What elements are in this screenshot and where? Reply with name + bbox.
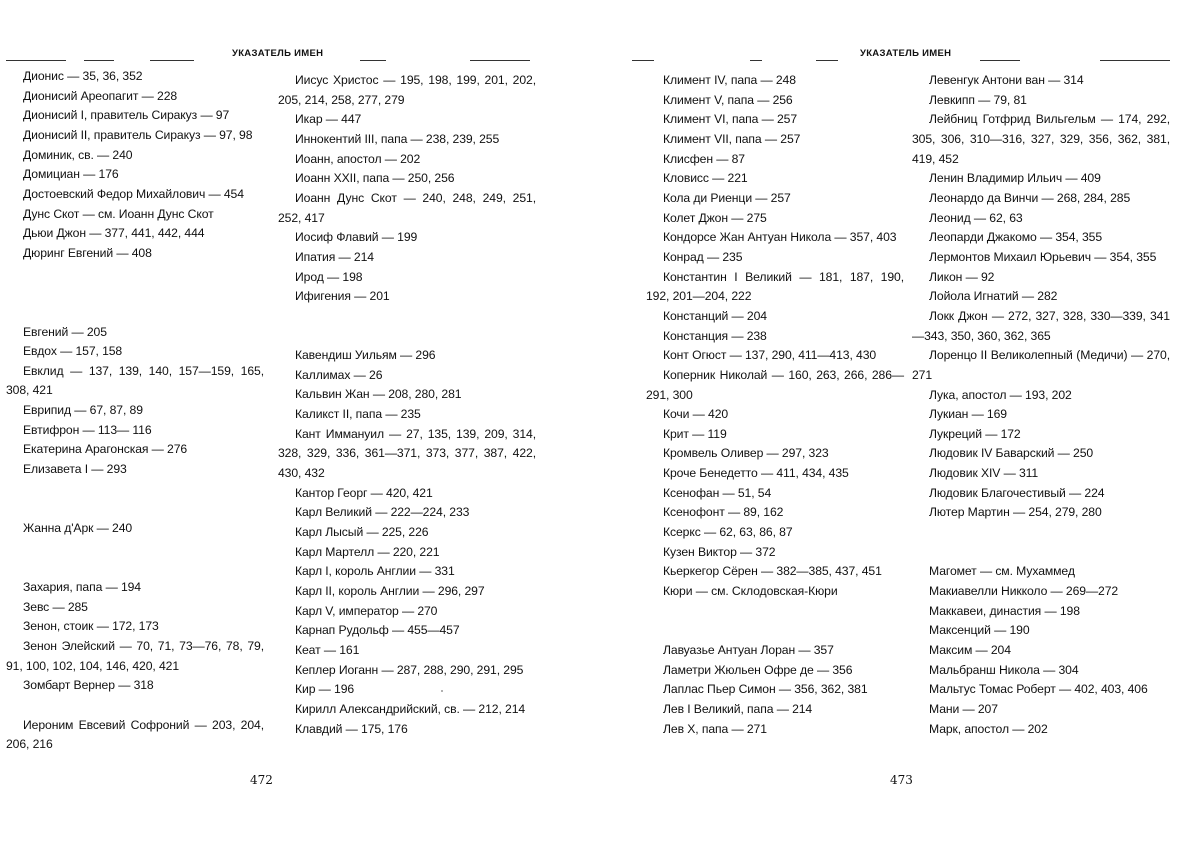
index-entry: Людовик IV Баварский — 250 xyxy=(912,444,1170,464)
index-entry: Дионисий Ареопагит — 228 xyxy=(6,87,264,107)
index-entry: Дунс Скот — см. Иоанн Дунс Скот xyxy=(6,205,264,225)
index-entry: Кола ди Риенци — 257 xyxy=(646,189,904,209)
page-number: 473 xyxy=(890,773,913,787)
index-entry: Лаплас Пьер Симон — 356, 362, 381 xyxy=(646,680,904,700)
index-entry: Ксенофан — 51, 54 xyxy=(646,484,904,504)
index-entry: Леонардо да Винчи — 268, 284, 285 xyxy=(912,189,1170,209)
index-entry: Карл V, император — 270 xyxy=(278,602,536,622)
index-entry: Дьюи Джон — 377, 441, 442, 444 xyxy=(6,224,264,244)
header-rule xyxy=(980,60,1020,61)
index-entry: Кальвин Жан — 208, 280, 281 xyxy=(278,385,536,405)
index-entry: Констанция — 238 xyxy=(646,327,904,347)
index-entry: Иероним Евсевий Софроний — 203, 204, 206, 216 xyxy=(6,716,264,755)
index-entry: Магомет — см. Мухаммед xyxy=(912,562,1170,582)
scan-speck xyxy=(441,690,443,692)
index-entry: Колет Джон — 275 xyxy=(646,209,904,229)
index-entry: Карнап Рудольф — 455—457 xyxy=(278,621,536,641)
running-header: УКАЗАТЕЛЬ ИМЕН xyxy=(232,48,323,59)
index-entry: Кроче Бенедетто — 411, 434, 435 xyxy=(646,464,904,484)
index-entry: Лоренцо II Великолепный (Медичи) — 270, 271 xyxy=(912,346,1170,385)
index-entry: Иисус Христос — 195, 198, 199, 201, 202, 205, 214, 258, 277, 279 xyxy=(278,71,536,110)
index-entry: Кантор Георг — 420, 421 xyxy=(278,484,536,504)
index-entry: Максенций — 190 xyxy=(912,621,1170,641)
index-entry: Еврипид — 67, 87, 89 xyxy=(6,401,264,421)
header-rule xyxy=(470,60,530,61)
index-entry: Климент IV, папа — 248 xyxy=(646,71,904,91)
index-entry: Каликст II, папа — 235 xyxy=(278,405,536,425)
index-entry: Кеплер Иоганн — 287, 288, 290, 291, 295 xyxy=(278,661,536,681)
index-entry: Кирилл Александрийский, св. — 212, 214 xyxy=(278,700,536,720)
index-entry: Лермонтов Михаил Юрьевич — 354, 355 xyxy=(912,248,1170,268)
index-column-left xyxy=(646,71,904,739)
left-page xyxy=(0,0,600,842)
index-entry: Зевс — 285 xyxy=(6,598,264,618)
index-entry: Лев X, папа — 271 xyxy=(646,720,904,740)
index-entry: Евтифрон — 113— 116 xyxy=(6,421,264,441)
header-rule xyxy=(1100,60,1170,61)
index-entry: Иоанн Дунс Скот — 240, 248, 249, 251, 252, 417 xyxy=(278,189,536,228)
header-rule xyxy=(750,60,762,61)
index-entry: Кьеркегор Сёрен — 382—385, 437, 451 xyxy=(646,562,904,582)
index-entry: Карл Мартелл — 220, 221 xyxy=(278,543,536,563)
index-entry: Евклид — 137, 139, 140, 157—159, 165, 308, 421 xyxy=(6,362,264,401)
running-header: УКАЗАТЕЛЬ ИМЕН xyxy=(860,48,951,59)
index-entry: Иосиф Флавий — 199 xyxy=(278,228,536,248)
index-entry: Лейбниц Готфрид Вильгельм — 174, 292, 305, 306, 310—316, 327, 329, 356, 362, 381, 419, 452 xyxy=(912,110,1170,169)
index-entry: Кант Иммануил — 27, 135, 139, 209, 314, 328, 329, 336, 361—371, 373, 377, 387, 422, 430, 432 xyxy=(278,425,536,484)
header-rule xyxy=(150,60,194,61)
index-entry: Конт Огюст — 137, 290, 411—413, 430 xyxy=(646,346,904,366)
header-rule xyxy=(816,60,838,61)
index-entry: Кондорсе Жан Антуан Никола — 357, 403 xyxy=(646,228,904,248)
index-entry: Лев I Великий, папа — 214 xyxy=(646,700,904,720)
index-column-left xyxy=(6,67,264,755)
page-number: 472 xyxy=(250,773,273,787)
index-entry: Левкипп — 79, 81 xyxy=(912,91,1170,111)
index-entry: Иоанн, апостол — 202 xyxy=(278,150,536,170)
index-entry: Иоанн XXII, папа — 250, 256 xyxy=(278,169,536,189)
index-entry: Каллимах — 26 xyxy=(278,366,536,386)
index-entry: Ксенофонт — 89, 162 xyxy=(646,503,904,523)
index-entry: Карл Лысый — 225, 226 xyxy=(278,523,536,543)
index-entry: Кюри — см. Склодовская-Кюри xyxy=(646,582,904,602)
header-rule xyxy=(84,60,114,61)
index-entry: Коперник Николай — 160, 263, 266, 286—291, 300 xyxy=(646,366,904,405)
index-entry: Кавендиш Уильям — 296 xyxy=(278,346,536,366)
index-column-right xyxy=(278,71,536,739)
index-entry: Константин I Великий — 181, 187, 190, 192, 201—204, 222 xyxy=(646,268,904,307)
index-entry: Карл II, король Англии — 296, 297 xyxy=(278,582,536,602)
index-entry: Карл I, король Англии — 331 xyxy=(278,562,536,582)
index-entry: Евдох — 157, 158 xyxy=(6,342,264,362)
index-entry: Ламетри Жюльен Офре де — 356 xyxy=(646,661,904,681)
index-entry: Марк, апостол — 202 xyxy=(912,720,1170,740)
index-entry: Мани — 207 xyxy=(912,700,1170,720)
index-entry: Евгений — 205 xyxy=(6,323,264,343)
index-entry: Захария, папа — 194 xyxy=(6,578,264,598)
index-entry: Карл Великий — 222—224, 233 xyxy=(278,503,536,523)
index-entry: Ликон — 92 xyxy=(912,268,1170,288)
index-entry: Лукреций — 172 xyxy=(912,425,1170,445)
index-entry: Дионисий II, правитель Сиракуз — 97, 98 xyxy=(6,126,264,146)
header-rule xyxy=(360,60,386,61)
index-entry: Мальтус Томас Роберт — 402, 403, 406 xyxy=(912,680,1170,700)
index-entry: Людовик Благочестивый — 224 xyxy=(912,484,1170,504)
index-entry: Кловисс — 221 xyxy=(646,169,904,189)
index-entry: Дюринг Евгений — 408 xyxy=(6,244,264,264)
index-entry: Елизавета I — 293 xyxy=(6,460,264,480)
index-entry: Кромвель Оливер — 297, 323 xyxy=(646,444,904,464)
index-entry: Клисфен — 87 xyxy=(646,150,904,170)
right-page xyxy=(600,0,1200,842)
header-rule xyxy=(6,60,66,61)
index-entry: Маккавеи, династия — 198 xyxy=(912,602,1170,622)
index-entry: Зенон Элейский — 70, 71, 73—76, 78, 79, 91, 100, 102, 104, 146, 420, 421 xyxy=(6,637,264,676)
index-entry: Клавдий — 175, 176 xyxy=(278,720,536,740)
index-entry: Кочи — 420 xyxy=(646,405,904,425)
index-entry: Лютер Мартин — 254, 279, 280 xyxy=(912,503,1170,523)
index-entry: Леопарди Джакомо — 354, 355 xyxy=(912,228,1170,248)
header-rule xyxy=(632,60,654,61)
index-entry: Иннокентий III, папа — 238, 239, 255 xyxy=(278,130,536,150)
index-entry: Кир — 196 xyxy=(278,680,536,700)
index-entry: Икар — 447 xyxy=(278,110,536,130)
index-entry: Мальбранш Никола — 304 xyxy=(912,661,1170,681)
index-entry: Макиавелли Никколо — 269—272 xyxy=(912,582,1170,602)
index-entry: Локк Джон — 272, 327, 328, 330—339, 341—343, 350, 360, 362, 365 xyxy=(912,307,1170,346)
index-entry: Конрад — 235 xyxy=(646,248,904,268)
index-entry: Дионисий I, правитель Сиракуз — 97 xyxy=(6,106,264,126)
index-entry: Зомбарт Вернер — 318 xyxy=(6,676,264,696)
index-entry: Лукиан — 169 xyxy=(912,405,1170,425)
index-entry: Лавуазье Антуан Лоран — 357 xyxy=(646,641,904,661)
index-entry: Кузен Виктор — 372 xyxy=(646,543,904,563)
index-column-right xyxy=(912,71,1170,739)
index-entry: Климент VII, папа — 257 xyxy=(646,130,904,150)
index-entry: Екатерина Арагонская — 276 xyxy=(6,440,264,460)
index-entry: Доминик, св. — 240 xyxy=(6,146,264,166)
index-entry: Ирод — 198 xyxy=(278,268,536,288)
index-entry: Ипатия — 214 xyxy=(278,248,536,268)
index-entry: Зенон, стоик — 172, 173 xyxy=(6,617,264,637)
index-entry: Лука, апостол — 193, 202 xyxy=(912,386,1170,406)
index-entry: Кеат — 161 xyxy=(278,641,536,661)
index-entry: Леонид — 62, 63 xyxy=(912,209,1170,229)
index-entry: Жанна д'Арк — 240 xyxy=(6,519,264,539)
index-entry: Максим — 204 xyxy=(912,641,1170,661)
index-entry: Домициан — 176 xyxy=(6,165,264,185)
index-entry: Крит — 119 xyxy=(646,425,904,445)
index-entry: Достоевский Федор Михайлович — 454 xyxy=(6,185,264,205)
index-entry: Людовик XIV — 311 xyxy=(912,464,1170,484)
index-entry: Левенгук Антони ван — 314 xyxy=(912,71,1170,91)
index-entry: Ксеркс — 62, 63, 86, 87 xyxy=(646,523,904,543)
index-entry: Констанций — 204 xyxy=(646,307,904,327)
index-entry: Лойола Игнатий — 282 xyxy=(912,287,1170,307)
index-entry: Климент V, папа — 256 xyxy=(646,91,904,111)
index-entry: Ленин Владимир Ильич — 409 xyxy=(912,169,1170,189)
index-entry: Дионис — 35, 36, 352 xyxy=(6,67,264,87)
index-entry: Климент VI, папа — 257 xyxy=(646,110,904,130)
index-entry: Ифигения — 201 xyxy=(278,287,536,307)
